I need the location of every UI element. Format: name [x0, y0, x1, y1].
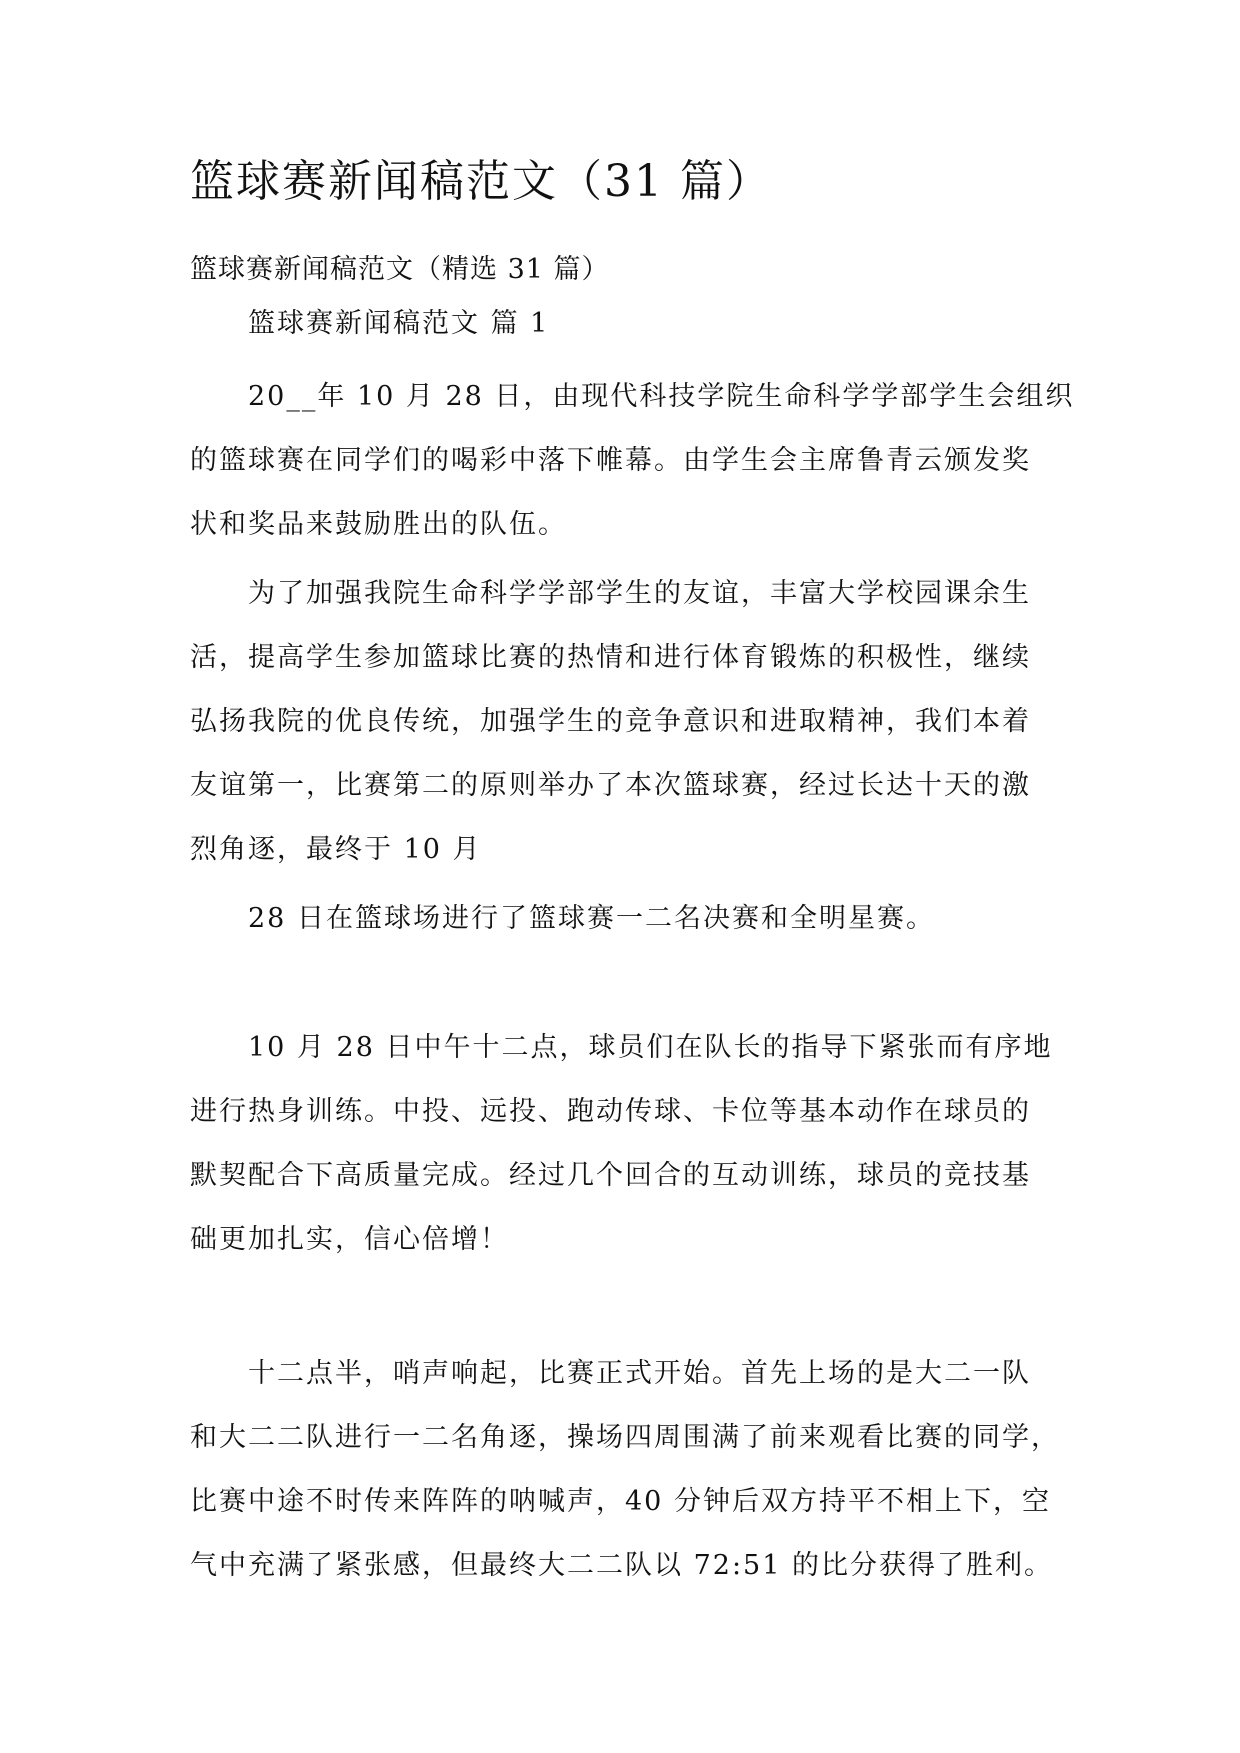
paragraph-line: 28 日在篮球场进行了篮球赛一二名决赛和全明星赛。 [248, 903, 935, 934]
paragraph-line: 友谊第一，比赛第二的原则举办了本次篮球赛，经过长达十天的激 [190, 770, 1031, 801]
paragraph-line: 烈角逐，最终于 10 月 [190, 834, 482, 865]
paragraph-line: 状和奖品来鼓励胜出的队伍。 [190, 509, 567, 540]
paragraph-line: 比赛中途不时传来阵阵的呐喊声，40 分钟后双方持平不相上下，空 [190, 1486, 1051, 1517]
paragraph-2 [190, 562, 1070, 882]
section-heading: 篮球赛新闻稿范文 篇 1 [248, 308, 550, 339]
section-heading-block [190, 292, 1070, 356]
paragraph-line: 气中充满了紧张感，但最终大二二队以 72:51 的比分获得了胜利。 [190, 1550, 1053, 1581]
paragraph-5 [190, 1342, 1070, 1598]
paragraph-4 [190, 1016, 1070, 1272]
paragraph-line: 的篮球赛在同学们的喝彩中落下帷幕。由学生会主席鲁青云颁发奖 [190, 445, 1031, 476]
document-subtitle: 篮球赛新闻稿范文（精选 31 篇） [190, 254, 610, 285]
paragraph-line: 20__年 10 月 28 日，由现代科技学院生命科学学部学生会组织 [248, 381, 1075, 412]
paragraph-line: 活，提高学生参加篮球比赛的热情和进行体育锻炼的积极性，继续 [190, 642, 1031, 673]
document-title: 篮球赛新闻稿范文（31 篇） [190, 156, 772, 207]
paragraph-line: 为了加强我院生命科学学部学生的友谊，丰富大学校园课余生 [248, 578, 1031, 609]
paragraph-1 [190, 365, 1075, 557]
paragraph-line: 础更加扎实，信心倍增！ [190, 1224, 509, 1255]
paragraph-line: 10 月 28 日中午十二点，球员们在队长的指导下紧张而有序地 [248, 1032, 1053, 1063]
paragraph-line: 进行热身训练。中投、远投、跑动传球、卡位等基本动作在球员的 [190, 1096, 1031, 1127]
paragraph-line: 十二点半，哨声响起，比赛正式开始。首先上场的是大二一队 [248, 1358, 1031, 1389]
paragraph-line: 和大二二队进行一二名角逐，操场四周围满了前来观看比赛的同学， [190, 1422, 1060, 1453]
paragraph-3 [190, 887, 1070, 951]
paragraph-line: 默契配合下高质量完成。经过几个回合的互动训练，球员的竞技基 [190, 1160, 1031, 1191]
paragraph-line: 弘扬我院的优良传统，加强学生的竞争意识和进取精神，我们本着 [190, 706, 1031, 737]
